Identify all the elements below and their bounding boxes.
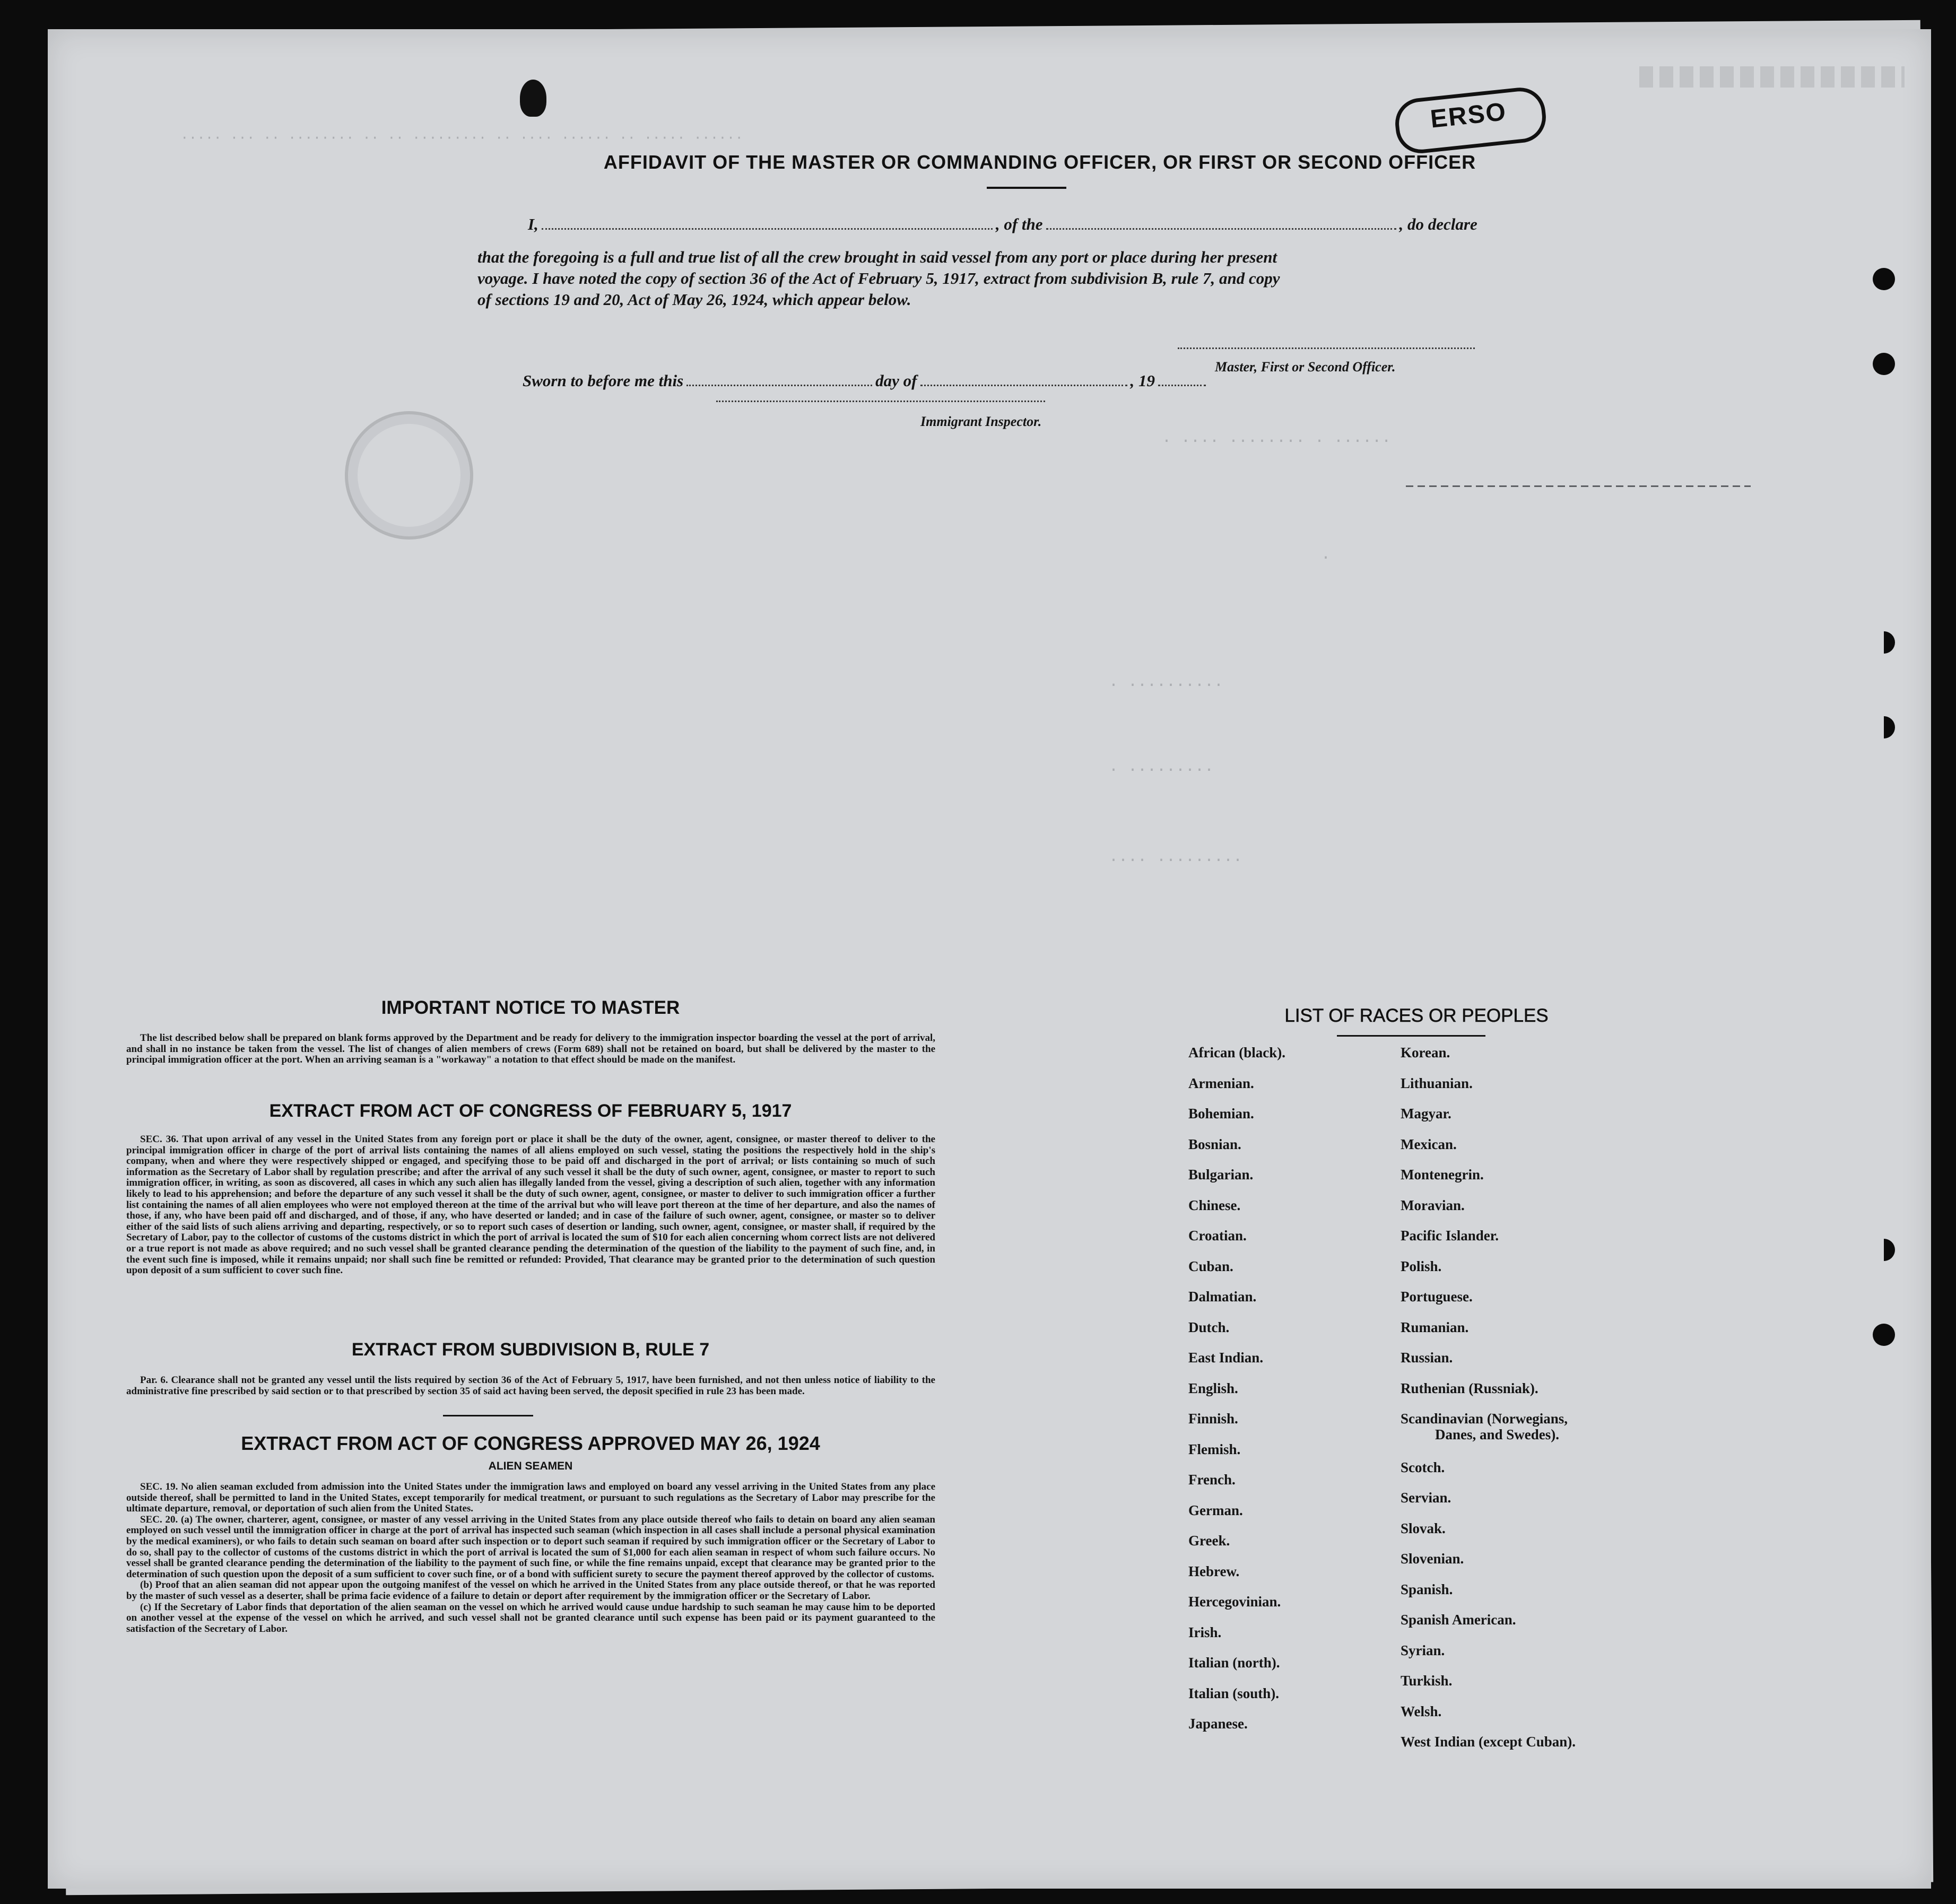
master-signature-line[interactable] [1178, 347, 1475, 349]
race-entry: Bulgarian. [1188, 1167, 1254, 1183]
punch-hole [1873, 1239, 1895, 1261]
race-entry: Danes, and Swedes). [1435, 1427, 1560, 1442]
race-entry: Mexican. [1401, 1136, 1457, 1152]
punch-hole [1873, 353, 1895, 375]
declarant-name-field[interactable] [542, 227, 993, 230]
race-entry: Rumanian. [1401, 1319, 1469, 1335]
race-entry: Polish. [1401, 1258, 1442, 1274]
of-the-label: , of the [995, 215, 1043, 233]
race-entry: Irish. [1188, 1624, 1222, 1640]
notice-title: IMPORTANT NOTICE TO MASTER [381, 997, 680, 1018]
race-entry: Scotch. [1401, 1459, 1445, 1475]
race-entry: Slovenian. [1401, 1551, 1464, 1567]
bleed-through-text: ····· ··· ·· ········ ·· ·· ········· ·· ···· ······ ·· ····· ······ [180, 130, 743, 146]
bleed-through-title [1639, 66, 1905, 88]
document-page [48, 29, 1931, 1889]
extract-1917-title: EXTRACT FROM ACT OF CONGRESS OF FEBRUARY 5, 1917 [269, 1101, 792, 1121]
race-entry: French. [1188, 1472, 1236, 1488]
race-entry: Portuguese. [1401, 1289, 1473, 1305]
bleed-through-seal [345, 411, 473, 540]
declarant-label: I, [528, 215, 538, 233]
section-20b-paragraph: (b) Proof that an alien seaman did not appear upon the outgoing manifest of the vessel on which he arrived in the United States from any place outside thereof, or that he was reported by the master of such vessel as a deserter, shall be prima facie evidence of a failure to detain or deport after requirement by the immigration officer or the Secretary of Labor. [126, 1579, 935, 1602]
race-entry: Spanish American. [1401, 1612, 1516, 1628]
section-20c-paragraph: (c) If the Secretary of Labor finds that deportation of the alien seaman on the vessel on which he arrived would cause undue hardship to such seaman he may cause him to be deported on another vessel at the expense of the vessel on which he arrived, and such vessel shall not be granted clearance until such expense has been paid or its payment guaranteed to the satisfaction of the Secretary of Labor. [126, 1601, 935, 1635]
do-declare-label: , do declare [1399, 215, 1477, 233]
section-19-paragraph: SEC. 19. No alien seaman excluded from admission into the United States under the immigration laws and employed on board any vessel arriving in the United States from any place outside thereof, shall be permitted to land in the United States, except temporarily for medical treatment, or pursuant to such regulations as the Secretary of Labor may prescribe for the ultimate departure, removal, or deportation of such alien from the United States. [126, 1481, 935, 1515]
year-prefix-label: , 19 [1130, 371, 1155, 390]
race-entry: Dutch. [1188, 1319, 1230, 1335]
notice-paragraph: The list described below shall be prepared on blank forms approved by the Department and be ready for delivery to the immigration inspector boarding the vessel at the port of arrival, and shall in no instance be taken from the vessel. The list of changes of alien members of crews (Form 689) shall not be retained on board, but shall be delivered by the master to the principal immigration officer at the port. When an arriving seaman is a "workaway" a notation to that effect should be made on the manifest. [126, 1032, 935, 1066]
race-entry: Scandinavian (Norwegians, [1401, 1411, 1568, 1427]
master-signature-label: Master, First or Second Officer. [1215, 359, 1396, 375]
sworn-label: Sworn to before me this [523, 371, 684, 390]
declaration-line-1 [528, 215, 1477, 234]
race-entry: Turkish. [1401, 1673, 1453, 1689]
punch-hole [1873, 631, 1895, 654]
title-underline [987, 187, 1066, 189]
bleed-through-text: · ·········· [1109, 676, 1224, 694]
race-entry: Slovak. [1401, 1520, 1446, 1536]
sworn-day-field[interactable] [686, 384, 872, 386]
race-entry: Korean. [1401, 1045, 1450, 1060]
declaration-line-4: of sections 19 and 20, Act of May 26, 1924, which appear below. [477, 290, 911, 309]
race-entry: Finnish. [1188, 1411, 1238, 1427]
race-entry: Servian. [1401, 1490, 1451, 1506]
race-entry: Greek. [1188, 1533, 1230, 1549]
races-title-underline [1337, 1035, 1485, 1037]
extract-1924-body [126, 1482, 935, 1635]
race-entry: Bohemian. [1188, 1106, 1254, 1121]
race-entry: German. [1188, 1502, 1243, 1518]
punch-hole [1873, 1324, 1895, 1346]
race-entry: Armenian. [1188, 1075, 1254, 1091]
race-entry: Dalmatian. [1188, 1289, 1257, 1305]
section-20a-paragraph: SEC. 20. (a) The owner, charterer, agent, consignee, or master of any vessel arriving in the United States from any place outside thereof who fails to detain on board any alien seaman employed on such vessel until the immigration officer in charge at the port of arrival has inspected such seaman (which inspection in all cases shall include a personal physical examination by the medical examiners), or who fails to detain such seaman on board after such inspection or to deport such seaman if required by such immigration officer or the Secretary of Labor to do so, shall pay to the collector of customs of the customs district in which the port of arrival is located the sum of $1,000 for each alien seaman in respect of whom such failure occurs. No vessel shall be granted clearance pending the determination of the liability to the payment of such fine, or while the fine remains unpaid, except that clearance may be granted prior to the determination of such question upon the deposit of a sum sufficient to cover such fine, or of a bond with sufficient surety to secure the payment thereof approved by the collector of customs. [126, 1514, 935, 1580]
alien-seamen-subtitle: ALIEN SEAMEN [488, 1460, 573, 1472]
race-entry: Russian. [1401, 1350, 1453, 1366]
race-entry: Hebrew. [1188, 1563, 1240, 1579]
section-divider [443, 1415, 533, 1416]
race-entry: Lithuanian. [1401, 1075, 1473, 1091]
day-of-label: day of [875, 371, 917, 390]
race-entry: Japanese. [1188, 1716, 1248, 1732]
extract-1917-body [126, 1134, 935, 1276]
inspector-signature-label: Immigrant Inspector. [920, 414, 1042, 429]
notice-body [126, 1033, 935, 1066]
affidavit-title: AFFIDAVIT OF THE MASTER OR COMMANDING OFFICER, OR FIRST OR SECOND OFFICER [603, 151, 1476, 173]
race-entry: East Indian. [1188, 1350, 1264, 1366]
stamp-fragment: ERSO [1393, 85, 1548, 155]
par-6-paragraph: Par. 6. Clearance shall not be granted any vessel until the lists required by section 36 of the Act of February 5, 1917, have been furnished, and not then unless notice of liability to the administrative fine prescribed by said section or to that prescribed by section 35 of said act having been served, the deposit specified in rule 23 has been made. [126, 1375, 935, 1397]
race-entry: Cuban. [1188, 1258, 1233, 1274]
bleed-through-text: · [1321, 549, 1331, 567]
race-entry: Spanish. [1401, 1581, 1453, 1597]
race-entry: African (black). [1188, 1045, 1285, 1060]
bleed-through-text: · ········· [1109, 761, 1214, 779]
race-entry: West Indian (except Cuban). [1401, 1734, 1576, 1750]
inspector-signature-line[interactable] [716, 401, 1045, 402]
punch-hole [1873, 268, 1895, 290]
race-entry: Welsh. [1401, 1703, 1442, 1719]
extract-rule7-title: EXTRACT FROM SUBDIVISION B, RULE 7 [351, 1340, 710, 1360]
race-entry: Hercegovinian. [1188, 1594, 1281, 1610]
vessel-name-field[interactable] [1046, 227, 1396, 230]
race-entry: Italian (north). [1188, 1655, 1280, 1671]
race-entry: Chinese. [1188, 1197, 1241, 1213]
race-entry: Syrian. [1401, 1642, 1445, 1658]
races-title: LIST OF RACES OR PEOPLES [1284, 1005, 1549, 1026]
punch-hole [1873, 716, 1895, 738]
race-entry: Bosnian. [1188, 1136, 1241, 1152]
race-entry: Moravian. [1401, 1197, 1465, 1213]
declaration-line-3: voyage. I have noted the copy of section 36 of the Act of February 5, 1917, extract from subdivision B, rule 7, and copy [477, 269, 1280, 288]
race-entry: English. [1188, 1380, 1238, 1396]
race-entry: Ruthenian (Russniak). [1401, 1380, 1538, 1396]
race-entry: Pacific Islander. [1401, 1228, 1499, 1244]
sworn-year-field[interactable] [1158, 384, 1206, 386]
sworn-month-field[interactable] [920, 384, 1127, 386]
bleed-through-text: · ···· ········ · ······ [1162, 432, 1392, 450]
declaration-line-2: that the foregoing is a full and true list of all the crew brought in said vessel from any port or place during her present [477, 248, 1277, 266]
bleed-through-text: ···· ········· [1109, 851, 1243, 870]
sworn-line [523, 371, 1209, 390]
paper-clip-mark [520, 80, 546, 117]
race-entry: Flemish. [1188, 1441, 1241, 1457]
race-entry: Montenegrin. [1401, 1167, 1484, 1183]
section-36-paragraph: SEC. 36. That upon arrival of any vessel in the United States from any foreign port or place it shall be the duty of the owner, agent, consignee, or master thereof to deliver to the principal immigration officer in charge of the port of arrival lists containing the names of all aliens employed on such vessel, stating the positions the respectively hold in the ship's company, when and where they were respectively shipped or engaged, and specifying those to be paid off and discharged in the port of arrival; or lists containing so much of such information as the Secretary of Labor shall by regulation prescribe; and after the arrival of any such vessel it shall be the duty of such owner, agent, consignee, or master to report to such immigration officer, in writing, as soon as discovered, all cases in which any such alien has illegally landed from the vessel, giving a description of such alien, together with any information likely to lead to his apprehension; and before the departure of any such vessel it shall be the duty of such owner, agent, consignee, or master to deliver to such immigration officer a further list containing the names of all alien employees who were not employed thereon at the time of the arrival but who will leave port thereon at the time of her departure, and also the names of those, if any, who have been paid off and discharged, and of those, if any, who have deserted or landed; and in case of the failure of such owner, agent, consignee, or master so to deliver either of the said lists of such aliens arriving and departing, respectively, or so to report such cases of desertion or landing, such owner, agent, consignee, or master shall, if required by the Secretary of Labor, pay to the collector of customs of the customs district in which the port of arrival is located the sum of $10 for each alien concerning whom correct lists are not delivered or a true report is not made as above required; and no such vessel shall be granted clearance pending the determination of the question of the liability to the payment of such fine, and, in the event such fine is imposed, while it remains unpaid; nor shall such fine be remitted or refunded: Provided, That clearance may be granted prior to the determination of such question upon deposit of a sum sufficient to cover such fine. [126, 1134, 935, 1276]
extract-rule7-body [126, 1375, 935, 1397]
race-entry: Croatian. [1188, 1228, 1247, 1244]
race-entry: Magyar. [1401, 1106, 1451, 1121]
dashed-rule [1406, 485, 1751, 487]
race-entry: Italian (south). [1188, 1685, 1280, 1701]
extract-1924-title: EXTRACT FROM ACT OF CONGRESS APPROVED MAY 26, 1924 [241, 1432, 820, 1454]
